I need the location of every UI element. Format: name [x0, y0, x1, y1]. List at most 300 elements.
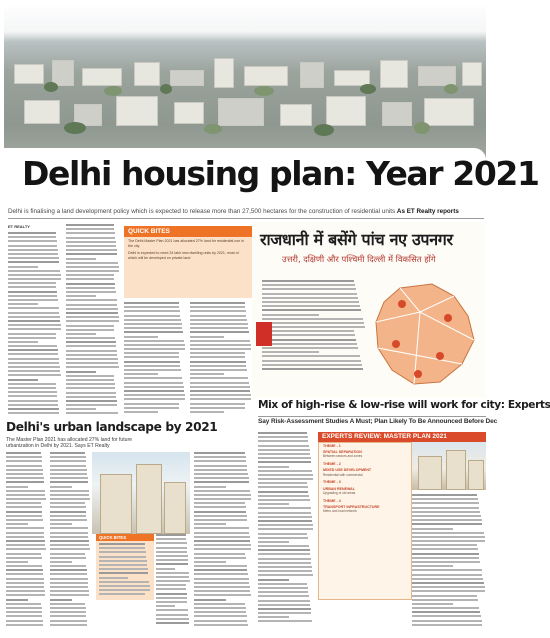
text-line	[412, 494, 477, 496]
text-line	[66, 354, 117, 356]
apartment-photo	[92, 452, 190, 534]
text-line	[258, 503, 289, 505]
text-line	[156, 618, 189, 620]
text-line	[8, 374, 61, 376]
text-line	[194, 611, 246, 613]
theme-title: URBAN RENEWAL	[323, 486, 355, 491]
text-line	[50, 573, 87, 575]
text-line	[262, 301, 359, 303]
text-line	[50, 586, 88, 588]
text-line	[50, 506, 86, 508]
text-line	[6, 452, 41, 454]
text-line	[194, 494, 251, 496]
building	[174, 102, 204, 124]
text-line	[6, 573, 43, 575]
text-line	[66, 325, 114, 327]
text-line	[66, 379, 114, 381]
apartment-building	[468, 460, 484, 490]
text-line	[412, 620, 482, 622]
text-line	[156, 563, 188, 565]
text-line	[258, 491, 308, 493]
text-line	[6, 565, 42, 567]
text-line	[190, 310, 246, 312]
tree	[64, 122, 86, 134]
text-line	[8, 337, 56, 339]
text-line	[8, 370, 60, 372]
text-line	[190, 361, 246, 363]
text-line	[258, 600, 310, 602]
text-line	[412, 540, 485, 542]
text-line	[50, 620, 87, 622]
theme-note: Metro and road network	[323, 509, 357, 514]
text-line	[258, 608, 311, 610]
text-line	[124, 302, 179, 304]
text-line	[258, 528, 313, 530]
text-line	[124, 306, 179, 308]
text-line	[412, 590, 485, 592]
text-line	[50, 494, 89, 496]
text-line	[99, 577, 128, 579]
text-line	[50, 607, 86, 609]
say-risk-headline: Say Risk-Assessment Studies A Must; Plan Likely To Be Announced Before Dec	[258, 418, 498, 425]
text-line	[258, 612, 311, 614]
main-headline: Delhi housing plan: Year 2021	[22, 154, 539, 193]
text-line	[124, 390, 184, 392]
article-column-2	[66, 224, 120, 420]
text-line	[99, 593, 145, 595]
tree	[44, 82, 58, 92]
text-line	[194, 456, 246, 458]
text-line	[194, 599, 226, 601]
text-line	[156, 551, 187, 553]
text-line	[262, 305, 360, 307]
building	[300, 62, 324, 88]
text-line	[6, 523, 28, 525]
text-line	[99, 560, 147, 562]
text-line	[8, 333, 56, 335]
text-line	[8, 291, 57, 293]
building	[82, 68, 122, 86]
text-line	[99, 572, 148, 574]
text-line	[8, 412, 59, 414]
experts-review-title: EXPERTS REVIEW: MASTER PLAN 2021	[322, 433, 447, 440]
text-line	[124, 331, 183, 333]
building	[24, 100, 60, 124]
text-line	[66, 329, 114, 331]
text-line	[190, 331, 249, 333]
text-lines	[50, 452, 90, 626]
text-line	[190, 386, 250, 388]
text-line	[66, 383, 115, 385]
text-line	[66, 266, 119, 268]
text-line	[6, 544, 45, 546]
text-line	[258, 445, 309, 447]
text-line	[66, 249, 117, 251]
text-line	[190, 411, 224, 413]
text-lines	[66, 224, 120, 414]
text-line	[66, 396, 116, 398]
experts-review-box	[318, 442, 412, 600]
text-line	[194, 548, 251, 550]
urban-column-3	[156, 534, 190, 632]
building	[418, 66, 456, 86]
text-line	[262, 364, 362, 366]
text-line	[8, 404, 58, 406]
text-line	[8, 328, 61, 330]
divider	[258, 416, 486, 417]
text-line	[6, 490, 45, 492]
text-line	[156, 555, 188, 557]
text-line	[156, 614, 188, 616]
text-line	[412, 519, 482, 521]
text-line	[124, 344, 185, 346]
text-line	[66, 387, 115, 389]
text-line	[194, 490, 250, 492]
text-line	[412, 615, 481, 617]
article-byline: ET REALTY	[8, 224, 30, 229]
text-line	[50, 569, 87, 571]
text-line	[194, 481, 249, 483]
text-line	[124, 356, 179, 358]
text-line	[50, 519, 87, 521]
tree	[254, 86, 274, 96]
text-line	[6, 465, 42, 467]
text-line	[50, 578, 88, 580]
text-line	[8, 324, 61, 326]
text-line	[8, 316, 60, 318]
text-line	[6, 527, 44, 529]
text-line	[8, 303, 38, 305]
text-line	[258, 436, 308, 438]
text-line	[194, 477, 249, 479]
text-line	[156, 597, 187, 599]
text-line	[124, 411, 158, 413]
text-line	[66, 316, 119, 318]
theme-label: THEME - 2	[323, 462, 341, 467]
text-lines	[156, 534, 190, 624]
text-line	[66, 245, 116, 247]
text-line	[190, 323, 248, 325]
text-line	[50, 536, 88, 538]
text-line	[412, 603, 453, 605]
text-line	[258, 520, 312, 522]
text-line	[258, 570, 312, 572]
text-line	[156, 534, 186, 536]
article-column-3	[124, 302, 186, 420]
text-line	[50, 561, 72, 563]
text-line	[6, 611, 42, 613]
text-line	[412, 607, 479, 609]
text-line	[6, 582, 44, 584]
text-line	[194, 624, 248, 626]
text-line	[262, 322, 364, 324]
text-line	[258, 620, 312, 622]
text-line	[194, 582, 249, 584]
text-line	[6, 460, 42, 462]
text-line	[66, 375, 114, 377]
urban-column-4	[194, 452, 252, 632]
subhead-text: Delhi is finalising a land development policy which is expected to release more than 27,500 hectares for the construction of residential units	[8, 208, 396, 215]
text-line	[194, 486, 226, 488]
text-line	[8, 274, 61, 276]
text-line	[156, 576, 189, 578]
text-line	[6, 624, 43, 626]
text-lines	[194, 452, 252, 626]
text-line	[194, 594, 251, 596]
text-line	[6, 519, 43, 521]
text-line	[412, 599, 478, 601]
text-line	[66, 412, 118, 414]
text-line	[50, 590, 89, 592]
text-line	[194, 569, 247, 571]
text-line	[262, 339, 356, 341]
text-line	[412, 515, 481, 517]
text-line	[124, 377, 182, 379]
text-line	[258, 516, 312, 518]
text-line	[258, 558, 311, 560]
text-line	[258, 545, 309, 547]
text-line	[190, 369, 247, 371]
text-line	[66, 362, 118, 364]
text-line	[124, 386, 184, 388]
text-line	[262, 351, 319, 353]
text-line	[66, 232, 115, 234]
text-line	[6, 569, 43, 571]
text-line	[99, 585, 150, 587]
text-line	[258, 512, 311, 514]
text-line	[66, 287, 115, 289]
urban-column-2	[50, 452, 90, 632]
text-line	[262, 330, 354, 332]
text-line	[6, 473, 43, 475]
text-line	[6, 502, 41, 504]
text-line	[190, 327, 248, 329]
text-line	[262, 318, 363, 320]
text-line	[50, 599, 72, 601]
building	[244, 66, 288, 86]
text-line	[258, 583, 307, 585]
text-line	[262, 314, 319, 316]
text-line	[99, 551, 146, 553]
text-line	[6, 578, 44, 580]
text-line	[124, 310, 180, 312]
text-line	[156, 609, 188, 611]
text-line	[8, 353, 58, 355]
text-line	[66, 241, 116, 243]
quick-bites-box	[124, 226, 252, 298]
text-line	[262, 293, 357, 295]
text-line	[50, 557, 86, 559]
text-line	[194, 469, 247, 471]
text-line	[190, 365, 246, 367]
text-line	[6, 477, 44, 479]
text-line	[50, 540, 89, 542]
text-line	[156, 538, 186, 540]
text-line	[50, 582, 88, 584]
tree	[204, 124, 222, 134]
hindi-subheadline: उत्तरी, दक्षिणी और पश्चिमी दिल्ली में विकसित होंगे	[282, 254, 436, 264]
text-lines	[258, 432, 314, 622]
text-line	[194, 590, 250, 592]
text-line	[258, 524, 313, 526]
text-lines	[96, 541, 154, 599]
text-line	[412, 582, 484, 584]
text-lines	[412, 494, 486, 626]
text-line	[412, 569, 482, 571]
text-line	[8, 395, 57, 397]
text-line	[156, 584, 186, 586]
expert-building-photo	[412, 442, 486, 490]
text-line	[50, 481, 88, 483]
text-line	[66, 345, 116, 347]
text-line	[194, 573, 248, 575]
text-line	[6, 607, 42, 609]
text-line	[412, 574, 482, 576]
building	[14, 64, 44, 84]
text-lines	[124, 302, 186, 413]
text-line	[50, 603, 85, 605]
text-line	[8, 391, 57, 393]
text-line	[412, 532, 484, 534]
hindi-text-lines	[262, 280, 366, 372]
text-line	[258, 566, 312, 568]
text-line	[50, 473, 87, 475]
text-line	[66, 341, 116, 343]
text-line	[50, 490, 89, 492]
text-line	[99, 564, 147, 566]
text-line	[412, 553, 479, 555]
text-line	[6, 603, 41, 605]
theme-note: Between sectors and zones	[323, 454, 363, 459]
text-line	[412, 595, 477, 597]
text-line	[258, 533, 307, 535]
text-line	[124, 319, 181, 321]
tree	[444, 84, 458, 94]
theme-title: TRANSPORT INFRASTRUCTURE	[323, 504, 380, 509]
text-line	[99, 568, 148, 570]
text-line	[262, 334, 355, 336]
headline-band	[4, 148, 539, 206]
text-line	[66, 253, 117, 255]
text-line	[194, 578, 249, 580]
text-line	[194, 561, 226, 563]
apartment-building	[418, 456, 442, 490]
text-line	[8, 349, 58, 351]
text-line	[50, 498, 90, 500]
text-line	[194, 553, 245, 555]
text-line	[412, 578, 483, 580]
theme-label: THEME - 3	[323, 480, 341, 485]
text-line	[99, 547, 145, 549]
text-line	[124, 327, 182, 329]
text-line	[6, 532, 44, 534]
subhead-credit: As ET Realty reports	[396, 208, 459, 215]
text-line	[50, 452, 85, 454]
urban-subhead: The Master Plan 2021 has allocated 27% land for future urbanization in Delhi by 2021. Says ET Realty	[6, 437, 133, 450]
text-line	[262, 355, 360, 357]
headline-subhead	[8, 208, 486, 215]
building	[424, 98, 474, 126]
text-line	[66, 308, 118, 310]
text-line	[194, 620, 247, 622]
text-line	[412, 536, 485, 538]
text-line	[194, 502, 245, 504]
text-line	[194, 465, 247, 467]
text-line	[6, 515, 42, 517]
text-line	[124, 373, 158, 375]
text-line	[258, 499, 310, 501]
text-line	[66, 304, 117, 306]
text-line	[190, 352, 245, 354]
text-line	[412, 507, 479, 509]
text-line	[156, 572, 189, 574]
quick-bites-body	[124, 237, 252, 265]
text-line	[190, 344, 251, 346]
text-line	[66, 237, 115, 239]
text-line	[66, 408, 96, 410]
text-line	[50, 465, 86, 467]
theme-note: Upgrading of old areas	[323, 490, 356, 495]
hindi-headline: राजधानी में बसेंगे पांच नए उपनगर	[260, 230, 453, 249]
text-line	[6, 594, 45, 596]
text-line	[66, 270, 119, 272]
text-line	[8, 286, 56, 288]
text-line	[66, 295, 96, 297]
text-line	[190, 382, 249, 384]
text-line	[66, 278, 114, 280]
text-line	[258, 478, 313, 480]
text-line	[194, 603, 245, 605]
text-line	[50, 502, 85, 504]
text-line	[8, 253, 58, 255]
text-line	[194, 498, 251, 500]
text-line	[258, 595, 309, 597]
text-line	[6, 469, 43, 471]
text-line	[50, 624, 87, 626]
text-line	[258, 604, 310, 606]
text-line	[258, 591, 308, 593]
expert-column	[412, 494, 486, 632]
text-line	[8, 245, 57, 247]
quick-bites-box-2	[96, 534, 154, 600]
theme-title: SPATIAL SEPARATION	[323, 450, 362, 455]
text-line	[66, 258, 96, 260]
text-line	[194, 527, 249, 529]
text-line	[190, 356, 245, 358]
building	[380, 60, 408, 88]
text-line	[124, 369, 181, 371]
text-line	[262, 343, 357, 345]
text-line	[66, 291, 116, 293]
text-line	[124, 365, 180, 367]
text-line	[8, 383, 56, 385]
text-line	[124, 315, 180, 317]
building	[116, 96, 158, 126]
quick-bite-item: Delhi is expected to need 24 lakh new dwelling units by 2021, most of which will be developed on private land	[128, 251, 239, 260]
tree	[160, 84, 172, 94]
quick-bite-item: The Delhi Master Plan 2021 has allocated 27% land for residential use in the city	[128, 239, 244, 248]
text-line	[124, 361, 180, 363]
text-line	[258, 461, 311, 463]
text-line	[258, 541, 289, 543]
text-line	[8, 408, 59, 410]
tree	[414, 122, 430, 134]
text-line	[8, 312, 59, 314]
text-line	[8, 299, 58, 301]
text-line	[50, 515, 86, 517]
text-line	[124, 352, 179, 354]
text-line	[50, 456, 86, 458]
